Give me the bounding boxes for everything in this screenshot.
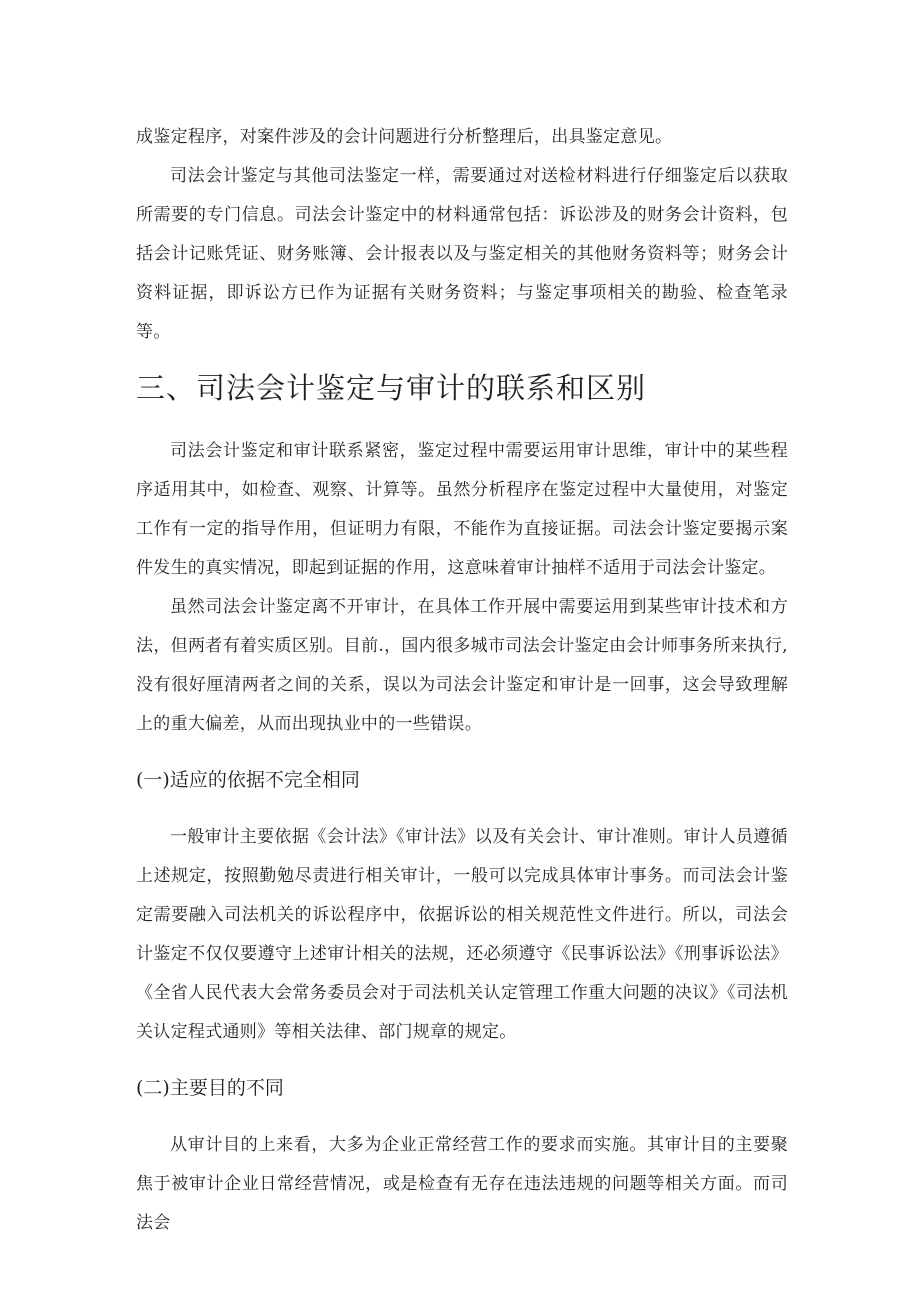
paragraph: 一般审计主要依据《会计法》《审计法》以及有关会计、审计准则。审计人员遵循上述规定，按照勤勉尽责进行相关审计，一般可以完成具体审计事务。而司法会计鉴定需要融入司法机关的诉讼程序中，依据诉讼的相关规范性文件进行。所以，司法会计鉴定不仅仅要遵守上述审计相关的法规，还必须遵守《民事诉讼法》《刑事诉讼法》《全省人民代表大会常务委员会对于司法机关认定管理工作重大问题的决议》《司法机关认定程式通则》等相关法律、部门规章的规定。	[136, 827, 788, 1042]
paragraph: 司法会计鉴定与其他司法鉴定一样，需要通过对送检材料进行仔细鉴定后以获取所需要的专门信息。司法会计鉴定中的材料通常包括：诉讼涉及的财务会计资料，包括会计记账凭证、财务账簿、会计报表以及与鉴定相关的其他财务资料等；财务会计资料证据，即诉讼方已作为证据有关财务资料；与鉴定事项相关的勘验、检查笔录等。	[136, 166, 788, 342]
paragraph: 虽然司法会计鉴定离不开审计，在具体工作开展中需要运用到某些审计技术和方法，但两者有着实质区别。目前.，国内很多城市司法会计鉴定由会计师事务所来执行,没有很好厘清两者之间的关系，误以为司法会计鉴定和审计是一回事，这会导致理解上的重大偏差，从而出现执业中的一些错误。	[136, 597, 788, 734]
subsection-heading: (一)适应的依据不完全相同	[136, 769, 360, 791]
paragraph-continued: 成鉴定程序，对案件涉及的会计问题进行分析整理后，出具鉴定意见。	[136, 127, 673, 147]
paragraph: 司法会计鉴定和审计联系紧密，鉴定过程中需要运用审计思维，审计中的某些程序适用其中，如检查、观察、计算等。虽然分析程序在鉴定过程中大量使用，对鉴定工作有一定的指导作用，但证明力有限，不能作为直接证据。司法会计鉴定要揭示案件发生的真实情况，即起到证据的作用，这意味着审计抽样不适用于司法会计鉴定。	[136, 441, 788, 578]
document-body	[136, 118, 788, 1243]
paragraph: 从审计目的上来看，大多为企业正常经营工作的要求而实施。其审计目的主要聚焦于被审计企业日常经营情况，或是检查有无存在违法违规的问题等相关方面。而司法会	[136, 1135, 788, 1233]
subsection-heading: (二)主要目的不同	[136, 1077, 284, 1099]
section-heading: 三、司法会计鉴定与审计的联系和区别	[136, 371, 647, 405]
